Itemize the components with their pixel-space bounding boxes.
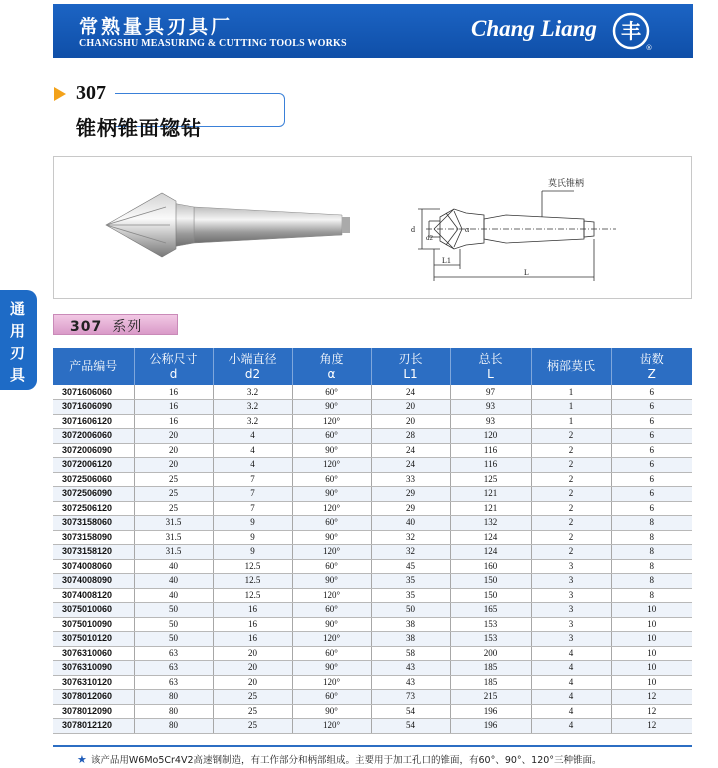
table-cell: 8 bbox=[611, 574, 692, 589]
product-code-cell: 3076310060 bbox=[53, 646, 134, 661]
table-row bbox=[53, 588, 692, 603]
product-code-cell: 3074008120 bbox=[53, 588, 134, 603]
table-cell: 6 bbox=[611, 501, 692, 516]
table-cell: 2 bbox=[531, 501, 611, 516]
table-cell: 8 bbox=[611, 516, 692, 531]
table-cell: 6 bbox=[611, 458, 692, 473]
table-cell: 45 bbox=[371, 559, 450, 574]
table-cell: 90° bbox=[292, 704, 371, 719]
table-cell: 63 bbox=[134, 646, 213, 661]
product-code-cell: 3076310120 bbox=[53, 675, 134, 690]
table-cell: 97 bbox=[450, 385, 531, 400]
table-cell: 196 bbox=[450, 719, 531, 734]
product-code-title: 307 bbox=[76, 82, 106, 104]
product-code-cell: 3072006120 bbox=[53, 458, 134, 473]
table-cell: 43 bbox=[371, 675, 450, 690]
table-cell: 12.5 bbox=[213, 588, 292, 603]
product-code-cell: 3073158120 bbox=[53, 545, 134, 560]
table-cell: 90° bbox=[292, 400, 371, 415]
table-row bbox=[53, 603, 692, 618]
table-cell: 60° bbox=[292, 559, 371, 574]
table-cell: 63 bbox=[134, 661, 213, 676]
table-cell: 4 bbox=[531, 675, 611, 690]
table-cell: 60° bbox=[292, 429, 371, 444]
table-cell: 124 bbox=[450, 545, 531, 560]
column-header bbox=[134, 348, 213, 385]
table-row bbox=[53, 429, 692, 444]
series-code: 307 bbox=[70, 319, 103, 335]
table-cell: 10 bbox=[611, 675, 692, 690]
table-cell: 120° bbox=[292, 588, 371, 603]
company-name-en: CHANGSHU MEASURING & CUTTING TOOLS WORKS bbox=[79, 38, 347, 49]
table-cell: 120° bbox=[292, 545, 371, 560]
table-cell: 9 bbox=[213, 516, 292, 531]
table-cell: 4 bbox=[213, 429, 292, 444]
product-name-title: 锥柄锥面锪钻 bbox=[76, 116, 202, 140]
table-cell: 7 bbox=[213, 487, 292, 502]
table-cell: 16 bbox=[134, 385, 213, 400]
spec-table bbox=[53, 348, 692, 734]
header-banner bbox=[53, 4, 693, 58]
company-name-cn: 常熟量具刃具厂 bbox=[79, 16, 234, 38]
table-cell: 120 bbox=[450, 429, 531, 444]
table-cell: 7 bbox=[213, 472, 292, 487]
table-cell: 124 bbox=[450, 530, 531, 545]
column-header bbox=[292, 348, 371, 385]
table-row bbox=[53, 574, 692, 589]
column-header bbox=[371, 348, 450, 385]
table-cell: 60° bbox=[292, 603, 371, 618]
table-cell: 50 bbox=[134, 603, 213, 618]
table-cell: 215 bbox=[450, 690, 531, 705]
star-icon: ★ bbox=[77, 753, 87, 766]
column-header-title: 角度 bbox=[319, 351, 344, 366]
table-cell: 90° bbox=[292, 487, 371, 502]
table-row bbox=[53, 675, 692, 690]
table-cell: 24 bbox=[371, 385, 450, 400]
product-code-cell: 3074008090 bbox=[53, 574, 134, 589]
table-cell: 12 bbox=[611, 704, 692, 719]
table-cell: 90° bbox=[292, 661, 371, 676]
table-cell: 31.5 bbox=[134, 530, 213, 545]
footnote-text: 该产品用W6Mo5Cr4V2高速钢制造，有工作部分和柄部组成。主要用于加工孔口的锥面，有60°、90°、120°三种锥面。 bbox=[90, 755, 602, 766]
table-cell: 9 bbox=[213, 545, 292, 560]
table-cell: 60° bbox=[292, 385, 371, 400]
taper-label: 莫氏锥柄 bbox=[548, 179, 585, 189]
column-header-title: 刃长 bbox=[398, 351, 423, 366]
table-cell: 32 bbox=[371, 545, 450, 560]
table-cell: 50 bbox=[134, 632, 213, 647]
table-cell: 196 bbox=[450, 704, 531, 719]
product-code-cell: 3078012090 bbox=[53, 704, 134, 719]
product-code-cell: 3075010060 bbox=[53, 603, 134, 618]
drill-photo bbox=[54, 157, 691, 298]
table-row bbox=[53, 458, 692, 473]
table-row bbox=[53, 530, 692, 545]
product-code-cell: 3075010120 bbox=[53, 632, 134, 647]
table-cell: 8 bbox=[611, 559, 692, 574]
column-header bbox=[611, 348, 692, 385]
table-row bbox=[53, 487, 692, 502]
table-cell: 160 bbox=[450, 559, 531, 574]
table-cell: 120° bbox=[292, 719, 371, 734]
table-cell: 93 bbox=[450, 414, 531, 429]
table-cell: 12 bbox=[611, 719, 692, 734]
table-header-row bbox=[53, 348, 692, 385]
brand-name: Chang Liang bbox=[471, 16, 597, 41]
table-cell: 4 bbox=[531, 661, 611, 676]
table-cell: 12.5 bbox=[213, 574, 292, 589]
table-cell: 6 bbox=[611, 400, 692, 415]
table-cell: 60° bbox=[292, 690, 371, 705]
table-cell: 3.2 bbox=[213, 385, 292, 400]
registered-mark: ® bbox=[645, 44, 653, 52]
table-cell: 120° bbox=[292, 632, 371, 647]
table-cell: 1 bbox=[531, 414, 611, 429]
table-cell: 150 bbox=[450, 574, 531, 589]
table-cell: 132 bbox=[450, 516, 531, 531]
table-row bbox=[53, 516, 692, 531]
table-cell: 10 bbox=[611, 603, 692, 618]
table-cell: 63 bbox=[134, 675, 213, 690]
logo-glyph: 丰 bbox=[621, 19, 641, 43]
brand-logo-icon bbox=[611, 11, 651, 51]
table-cell: 58 bbox=[371, 646, 450, 661]
column-header-symbol: d2 bbox=[244, 366, 261, 381]
table-cell: 40 bbox=[134, 559, 213, 574]
dim-d2-label: d2 bbox=[426, 234, 433, 242]
table-cell: 6 bbox=[611, 385, 692, 400]
table-cell: 90° bbox=[292, 617, 371, 632]
table-cell: 10 bbox=[611, 617, 692, 632]
product-illustration bbox=[53, 156, 692, 299]
table-cell: 4 bbox=[531, 719, 611, 734]
table-body bbox=[53, 385, 692, 733]
side-tab-char-2: 用 bbox=[10, 322, 26, 340]
table-cell: 121 bbox=[450, 501, 531, 516]
table-cell: 2 bbox=[531, 429, 611, 444]
table-row bbox=[53, 559, 692, 574]
technical-drawing bbox=[418, 191, 616, 281]
product-code-cell: 3072506060 bbox=[53, 472, 134, 487]
table-cell: 165 bbox=[450, 603, 531, 618]
table-cell: 1 bbox=[531, 385, 611, 400]
table-cell: 28 bbox=[371, 429, 450, 444]
series-label: 系列 bbox=[112, 319, 143, 335]
product-code-cell: 3073158060 bbox=[53, 516, 134, 531]
table-cell: 120° bbox=[292, 675, 371, 690]
product-code-cell: 3075010090 bbox=[53, 617, 134, 632]
column-header-title: 柄部莫氏 bbox=[546, 359, 595, 373]
column-header-title: 公称尺寸 bbox=[149, 351, 198, 366]
table-cell: 3 bbox=[531, 588, 611, 603]
table-cell: 6 bbox=[611, 472, 692, 487]
column-header-symbol: d bbox=[169, 366, 178, 381]
table-cell: 25 bbox=[213, 690, 292, 705]
table-cell: 2 bbox=[531, 530, 611, 545]
table-cell: 2 bbox=[531, 545, 611, 560]
table-cell: 29 bbox=[371, 501, 450, 516]
column-header-title: 齿数 bbox=[639, 351, 664, 366]
table-cell: 16 bbox=[213, 617, 292, 632]
product-code-cell: 3071606120 bbox=[53, 414, 134, 429]
table-cell: 24 bbox=[371, 443, 450, 458]
table-row bbox=[53, 617, 692, 632]
table-cell: 10 bbox=[611, 632, 692, 647]
table-cell: 6 bbox=[611, 443, 692, 458]
column-header-title: 小端直径 bbox=[228, 351, 277, 366]
table-cell: 54 bbox=[371, 704, 450, 719]
table-cell: 116 bbox=[450, 458, 531, 473]
table-cell: 4 bbox=[531, 704, 611, 719]
table-row bbox=[53, 501, 692, 516]
dim-l-label: L bbox=[524, 268, 529, 277]
product-code-cell: 3072006060 bbox=[53, 429, 134, 444]
table-cell: 120° bbox=[292, 414, 371, 429]
table-cell: 20 bbox=[213, 661, 292, 676]
table-cell: 116 bbox=[450, 443, 531, 458]
table-cell: 4 bbox=[213, 443, 292, 458]
table-cell: 20 bbox=[134, 429, 213, 444]
table-cell: 6 bbox=[611, 429, 692, 444]
table-cell: 20 bbox=[134, 458, 213, 473]
table-cell: 12.5 bbox=[213, 559, 292, 574]
column-header bbox=[450, 348, 531, 385]
table-cell: 38 bbox=[371, 632, 450, 647]
product-code-cell: 3076310090 bbox=[53, 661, 134, 676]
table-cell: 3 bbox=[531, 632, 611, 647]
product-code-cell: 3078012060 bbox=[53, 690, 134, 705]
table-cell: 12 bbox=[611, 690, 692, 705]
table-cell: 16 bbox=[213, 632, 292, 647]
table-cell: 6 bbox=[611, 414, 692, 429]
side-tab-char-3: 刃 bbox=[10, 344, 26, 362]
table-cell: 3.2 bbox=[213, 414, 292, 429]
table-cell: 31.5 bbox=[134, 545, 213, 560]
table-cell: 40 bbox=[371, 516, 450, 531]
dim-d-label: d bbox=[411, 225, 415, 234]
table-cell: 50 bbox=[371, 603, 450, 618]
table-cell: 31.5 bbox=[134, 516, 213, 531]
table-cell: 4 bbox=[531, 690, 611, 705]
table-cell: 8 bbox=[611, 545, 692, 560]
side-tab-char-4: 具 bbox=[10, 366, 26, 384]
table-cell: 200 bbox=[450, 646, 531, 661]
table-cell: 3 bbox=[531, 574, 611, 589]
table-cell: 16 bbox=[134, 400, 213, 415]
table-cell: 10 bbox=[611, 661, 692, 676]
dim-alpha-label: α bbox=[465, 225, 470, 234]
table-cell: 40 bbox=[134, 588, 213, 603]
product-code-cell: 3072506090 bbox=[53, 487, 134, 502]
table-cell: 150 bbox=[450, 588, 531, 603]
table-cell: 4 bbox=[531, 646, 611, 661]
column-header bbox=[53, 348, 134, 385]
table-cell: 25 bbox=[134, 472, 213, 487]
table-row bbox=[53, 400, 692, 415]
table-cell: 25 bbox=[213, 704, 292, 719]
column-header-title: 产品编号 bbox=[69, 359, 118, 373]
table-cell: 120° bbox=[292, 501, 371, 516]
table-cell: 121 bbox=[450, 487, 531, 502]
table-cell: 40 bbox=[134, 574, 213, 589]
table-cell: 50 bbox=[134, 617, 213, 632]
table-cell: 35 bbox=[371, 574, 450, 589]
table-cell: 2 bbox=[531, 443, 611, 458]
table-row bbox=[53, 472, 692, 487]
table-row bbox=[53, 704, 692, 719]
table-cell: 60° bbox=[292, 646, 371, 661]
table-cell: 16 bbox=[213, 603, 292, 618]
table-cell: 80 bbox=[134, 704, 213, 719]
table-cell: 24 bbox=[371, 458, 450, 473]
product-code-cell: 3078012120 bbox=[53, 719, 134, 734]
table-row bbox=[53, 385, 692, 400]
table-cell: 125 bbox=[450, 472, 531, 487]
table-cell: 25 bbox=[134, 487, 213, 502]
table-cell: 20 bbox=[371, 400, 450, 415]
column-header-symbol: L bbox=[487, 366, 494, 381]
series-heading bbox=[53, 314, 178, 335]
table-cell: 25 bbox=[213, 719, 292, 734]
table-cell: 80 bbox=[134, 690, 213, 705]
table-cell: 185 bbox=[450, 675, 531, 690]
table-cell: 29 bbox=[371, 487, 450, 502]
table-cell: 7 bbox=[213, 501, 292, 516]
table-cell: 93 bbox=[450, 400, 531, 415]
table-cell: 33 bbox=[371, 472, 450, 487]
table-cell: 16 bbox=[134, 414, 213, 429]
table-cell: 2 bbox=[531, 472, 611, 487]
table-cell: 43 bbox=[371, 661, 450, 676]
footnote bbox=[77, 752, 602, 766]
dim-l1-label: L1 bbox=[442, 256, 451, 265]
table-row bbox=[53, 646, 692, 661]
table-row bbox=[53, 443, 692, 458]
table-row bbox=[53, 690, 692, 705]
table-cell: 10 bbox=[611, 646, 692, 661]
table-cell: 73 bbox=[371, 690, 450, 705]
title-arrow-icon bbox=[54, 87, 66, 101]
table-cell: 54 bbox=[371, 719, 450, 734]
side-tab-char-1: 通 bbox=[10, 300, 26, 318]
table-cell: 120° bbox=[292, 458, 371, 473]
table-cell: 2 bbox=[531, 458, 611, 473]
table-cell: 20 bbox=[371, 414, 450, 429]
table-row bbox=[53, 719, 692, 734]
table-cell: 1 bbox=[531, 400, 611, 415]
table-cell: 60° bbox=[292, 472, 371, 487]
table-cell: 38 bbox=[371, 617, 450, 632]
table-cell: 80 bbox=[134, 719, 213, 734]
table-row bbox=[53, 661, 692, 676]
table-cell: 20 bbox=[134, 443, 213, 458]
product-code-cell: 3072006090 bbox=[53, 443, 134, 458]
table-cell: 90° bbox=[292, 574, 371, 589]
table-cell: 20 bbox=[213, 646, 292, 661]
bottom-divider bbox=[53, 745, 692, 747]
product-code-cell: 3072506120 bbox=[53, 501, 134, 516]
table-row bbox=[53, 414, 692, 429]
table-cell: 9 bbox=[213, 530, 292, 545]
table-cell: 185 bbox=[450, 661, 531, 676]
table-cell: 90° bbox=[292, 443, 371, 458]
table-row bbox=[53, 632, 692, 647]
column-header-symbol: Z bbox=[647, 366, 656, 381]
table-cell: 3 bbox=[531, 603, 611, 618]
product-code-cell: 3071606060 bbox=[53, 385, 134, 400]
table-cell: 90° bbox=[292, 530, 371, 545]
table-cell: 20 bbox=[213, 675, 292, 690]
column-header bbox=[213, 348, 292, 385]
column-header-title: 总长 bbox=[478, 351, 503, 366]
table-row bbox=[53, 545, 692, 560]
table-cell: 153 bbox=[450, 632, 531, 647]
table-cell: 3.2 bbox=[213, 400, 292, 415]
product-code-cell: 3073158090 bbox=[53, 530, 134, 545]
table-cell: 35 bbox=[371, 588, 450, 603]
table-cell: 4 bbox=[213, 458, 292, 473]
table-cell: 3 bbox=[531, 617, 611, 632]
table-cell: 3 bbox=[531, 559, 611, 574]
side-category-tab[interactable] bbox=[0, 290, 37, 390]
table-cell: 60° bbox=[292, 516, 371, 531]
column-header bbox=[531, 348, 611, 385]
table-cell: 8 bbox=[611, 530, 692, 545]
table-cell: 32 bbox=[371, 530, 450, 545]
table-cell: 6 bbox=[611, 487, 692, 502]
column-header-symbol: α bbox=[327, 366, 336, 381]
product-code-cell: 3071606090 bbox=[53, 400, 134, 415]
table-cell: 8 bbox=[611, 588, 692, 603]
table-cell: 2 bbox=[531, 487, 611, 502]
column-header-symbol: L1 bbox=[403, 366, 418, 381]
product-code-cell: 3074008060 bbox=[53, 559, 134, 574]
table-cell: 2 bbox=[531, 516, 611, 531]
table-cell: 153 bbox=[450, 617, 531, 632]
table-cell: 25 bbox=[134, 501, 213, 516]
